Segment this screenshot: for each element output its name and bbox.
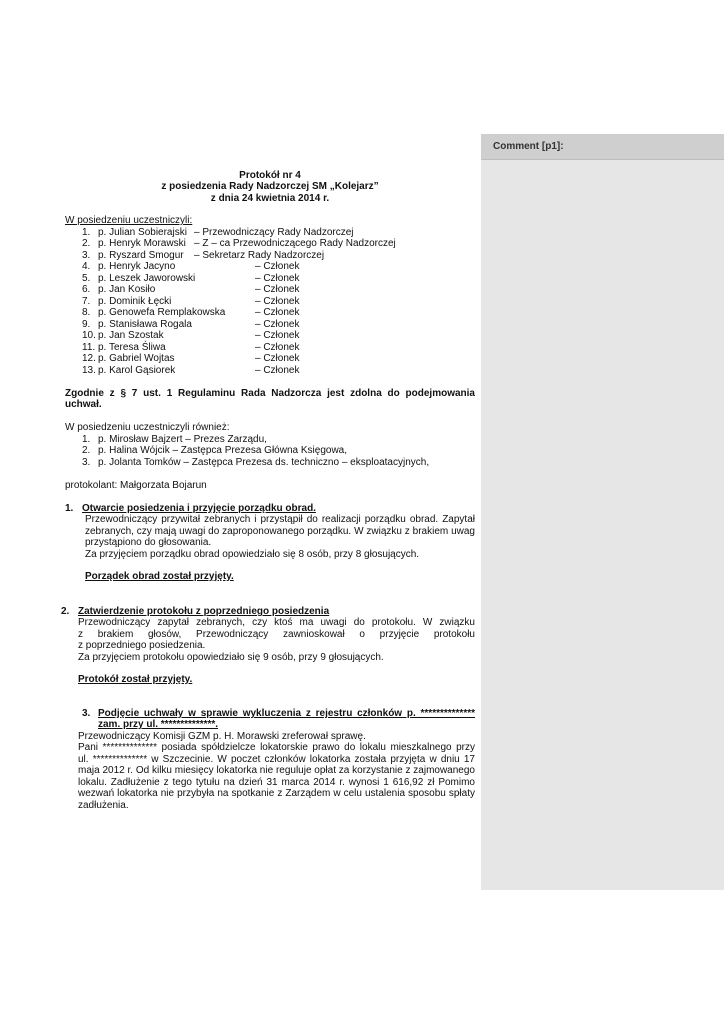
guest-entry: p. Mirosław Bajzert – Prezes Zarządu,	[98, 434, 267, 445]
attendee-num: 2.	[82, 238, 91, 249]
guest-num: 3.	[82, 457, 91, 468]
attendee-role: – Członek	[255, 365, 300, 376]
attendee-role: – Członek	[255, 342, 300, 353]
section-1-title: Otwarcie posiedzenia i przyjęcie porządku obrad.	[82, 503, 316, 514]
attendee-num: 9.	[82, 319, 91, 330]
attendee-name: p. Julian Sobierajski	[98, 227, 187, 238]
attendee-name: p. Leszek Jaworowski	[98, 273, 196, 284]
quorum-statement-line: Zgodnie z § 7 ust. 1 Regulaminu Rada Nadzorcza jest zdolna do podejmowania	[65, 388, 475, 399]
document-date: z dnia 24 kwietnia 2014 r.	[210, 193, 330, 204]
section-2-text-line: z poprzedniego posiedzenia.	[78, 640, 206, 651]
guest-num: 1.	[82, 434, 91, 445]
section-3-title-line: zam. przy ul. **************.	[98, 719, 219, 730]
attendee-name: p. Stanisława Rogala	[98, 319, 192, 330]
attendee-num: 7.	[82, 296, 91, 307]
section-2-number: 2.	[61, 606, 70, 617]
section-3-text-line: ul. ************** w Szczecinie. W poczet członków lokatorka została przyjęta w dniu 17	[78, 754, 475, 765]
quorum-statement-line: uchwał.	[65, 399, 102, 410]
document-title: Protokół nr 4	[239, 170, 301, 181]
attendee-num: 10.	[82, 330, 96, 341]
section-1-text-line: Za przyjęciem porządku obrad opowiedziało się 8 osób, przy 8 głosujących.	[85, 549, 420, 560]
guest-num: 2.	[82, 445, 91, 456]
section-1-text-line: przystąpiono do głosowania.	[85, 537, 212, 548]
section-3-text-line: Pani ************** posiada spółdzielcze lokatorskie prawo do lokalu mieszkalnego przy	[78, 742, 475, 753]
attendee-num: 1.	[82, 227, 91, 238]
attendee-role: – Przewodniczący Rady Nadzorczej	[194, 227, 354, 238]
section-2-text-line: Za przyjęciem protokołu opowiedziało się 9 osób, przy 9 głosujących.	[78, 652, 384, 663]
attendee-name: p. Gabriel Wojtas	[98, 353, 175, 364]
attendee-name: p. Genowefa Remplakowska	[98, 307, 226, 318]
guest-entry: p. Jolanta Tomków – Zastępca Prezesa ds. techniczno – eksploatacyjnych,	[98, 457, 430, 468]
attendee-role: – Z – ca Przewodniczącego Rady Nadzorczej	[194, 238, 396, 249]
attendee-role: – Członek	[255, 353, 300, 364]
attendees-heading: W posiedzeniu uczestniczyli:	[65, 215, 193, 226]
attendee-role: – Członek	[255, 296, 300, 307]
attendee-num: 4.	[82, 261, 91, 272]
attendee-name: p. Karol Gąsiorek	[98, 365, 176, 376]
section-2-conclusion: Protokół został przyjęty.	[78, 674, 193, 685]
attendee-name: p. Jan Szostak	[98, 330, 164, 341]
attendee-num: 3.	[82, 250, 91, 261]
attendee-name: p. Jan Kosiło	[98, 284, 156, 295]
section-3-text-line: lokalu. Zadłużenie z tego tytułu na dzień 31 marca 2014 r. wynosi 1 616,92 zł Pomimo	[78, 777, 475, 788]
section-1-conclusion: Porządek obrad został przyjęty.	[85, 571, 234, 582]
section-3-text-line: maja 2012 r. Od kilku miesięcy lokatorka nie reguluje opłat za korzystanie z zajmowanego	[78, 765, 475, 776]
attendee-num: 12.	[82, 353, 96, 364]
section-3-text-line: wezwań lokatorka nie przybyła na spotkanie z Zarządem w celu ustalenia sposobu spłaty	[78, 788, 475, 799]
section-1-text-line: zebranych, czy mają uwagi do zaproponowanego porządku. W związku z brakiem uwag	[85, 526, 475, 537]
attendee-num: 6.	[82, 284, 91, 295]
comments-pane-title: Comment [p1]:	[493, 141, 564, 152]
section-3-number: 3.	[82, 708, 91, 719]
guest-entry: p. Halina Wójcik – Zastępca Prezesa Główna Księgowa,	[98, 445, 348, 456]
attendee-name: p. Dominik Łęcki	[98, 296, 172, 307]
attendee-num: 8.	[82, 307, 91, 318]
attendee-role: – Członek	[255, 261, 300, 272]
attendee-role: – Członek	[255, 284, 300, 295]
attendee-role: – Członek	[255, 307, 300, 318]
attendee-role: – Sekretarz Rady Nadzorczej	[194, 250, 325, 261]
attendee-num: 5.	[82, 273, 91, 284]
section-2-text-line: z brakiem głosów, Przewodniczący zawnioskował o przyjęcie protokołu	[78, 629, 475, 640]
guests-heading: W posiedzeniu uczestniczyli również:	[65, 422, 230, 433]
attendee-name: p. Henryk Jacyno	[98, 261, 176, 272]
section-3-text-line: zadłużenia.	[78, 800, 129, 811]
attendee-name: p. Ryszard Smogur	[98, 250, 184, 261]
attendee-num: 11.	[82, 342, 96, 353]
attendee-role: – Członek	[255, 273, 300, 284]
attendee-name: p. Henryk Morawski	[98, 238, 186, 249]
section-2-title: Zatwierdzenie protokołu z poprzedniego posiedzenia	[78, 606, 330, 617]
section-1-text-line: Przewodniczący przywitał zebranych i przystąpił do realizacji porządku obrad. Zapytał	[85, 514, 475, 525]
attendee-role: – Członek	[255, 330, 300, 341]
attendee-role: – Członek	[255, 319, 300, 330]
section-3-text-line: Przewodniczący Komisji GZM p. H. Morawski zreferował sprawę.	[78, 731, 366, 742]
document-subtitle: z posiedzenia Rady Nadzorczej SM „Kolejarz”	[161, 181, 379, 192]
attendee-num: 13.	[82, 365, 96, 376]
minutes-taker: protokolant: Małgorzata Bojarun	[65, 480, 207, 491]
section-1-number: 1.	[65, 503, 74, 514]
section-3-title-line: Podjęcie uchwały w sprawie wykluczenia z rejestru członków p. **************	[98, 708, 475, 719]
section-2-text-line: Przewodniczący zapytał zebranych, czy ktoś ma uwagi do protokołu. W związku	[78, 617, 475, 628]
attendee-name: p. Teresa Śliwa	[98, 342, 166, 353]
